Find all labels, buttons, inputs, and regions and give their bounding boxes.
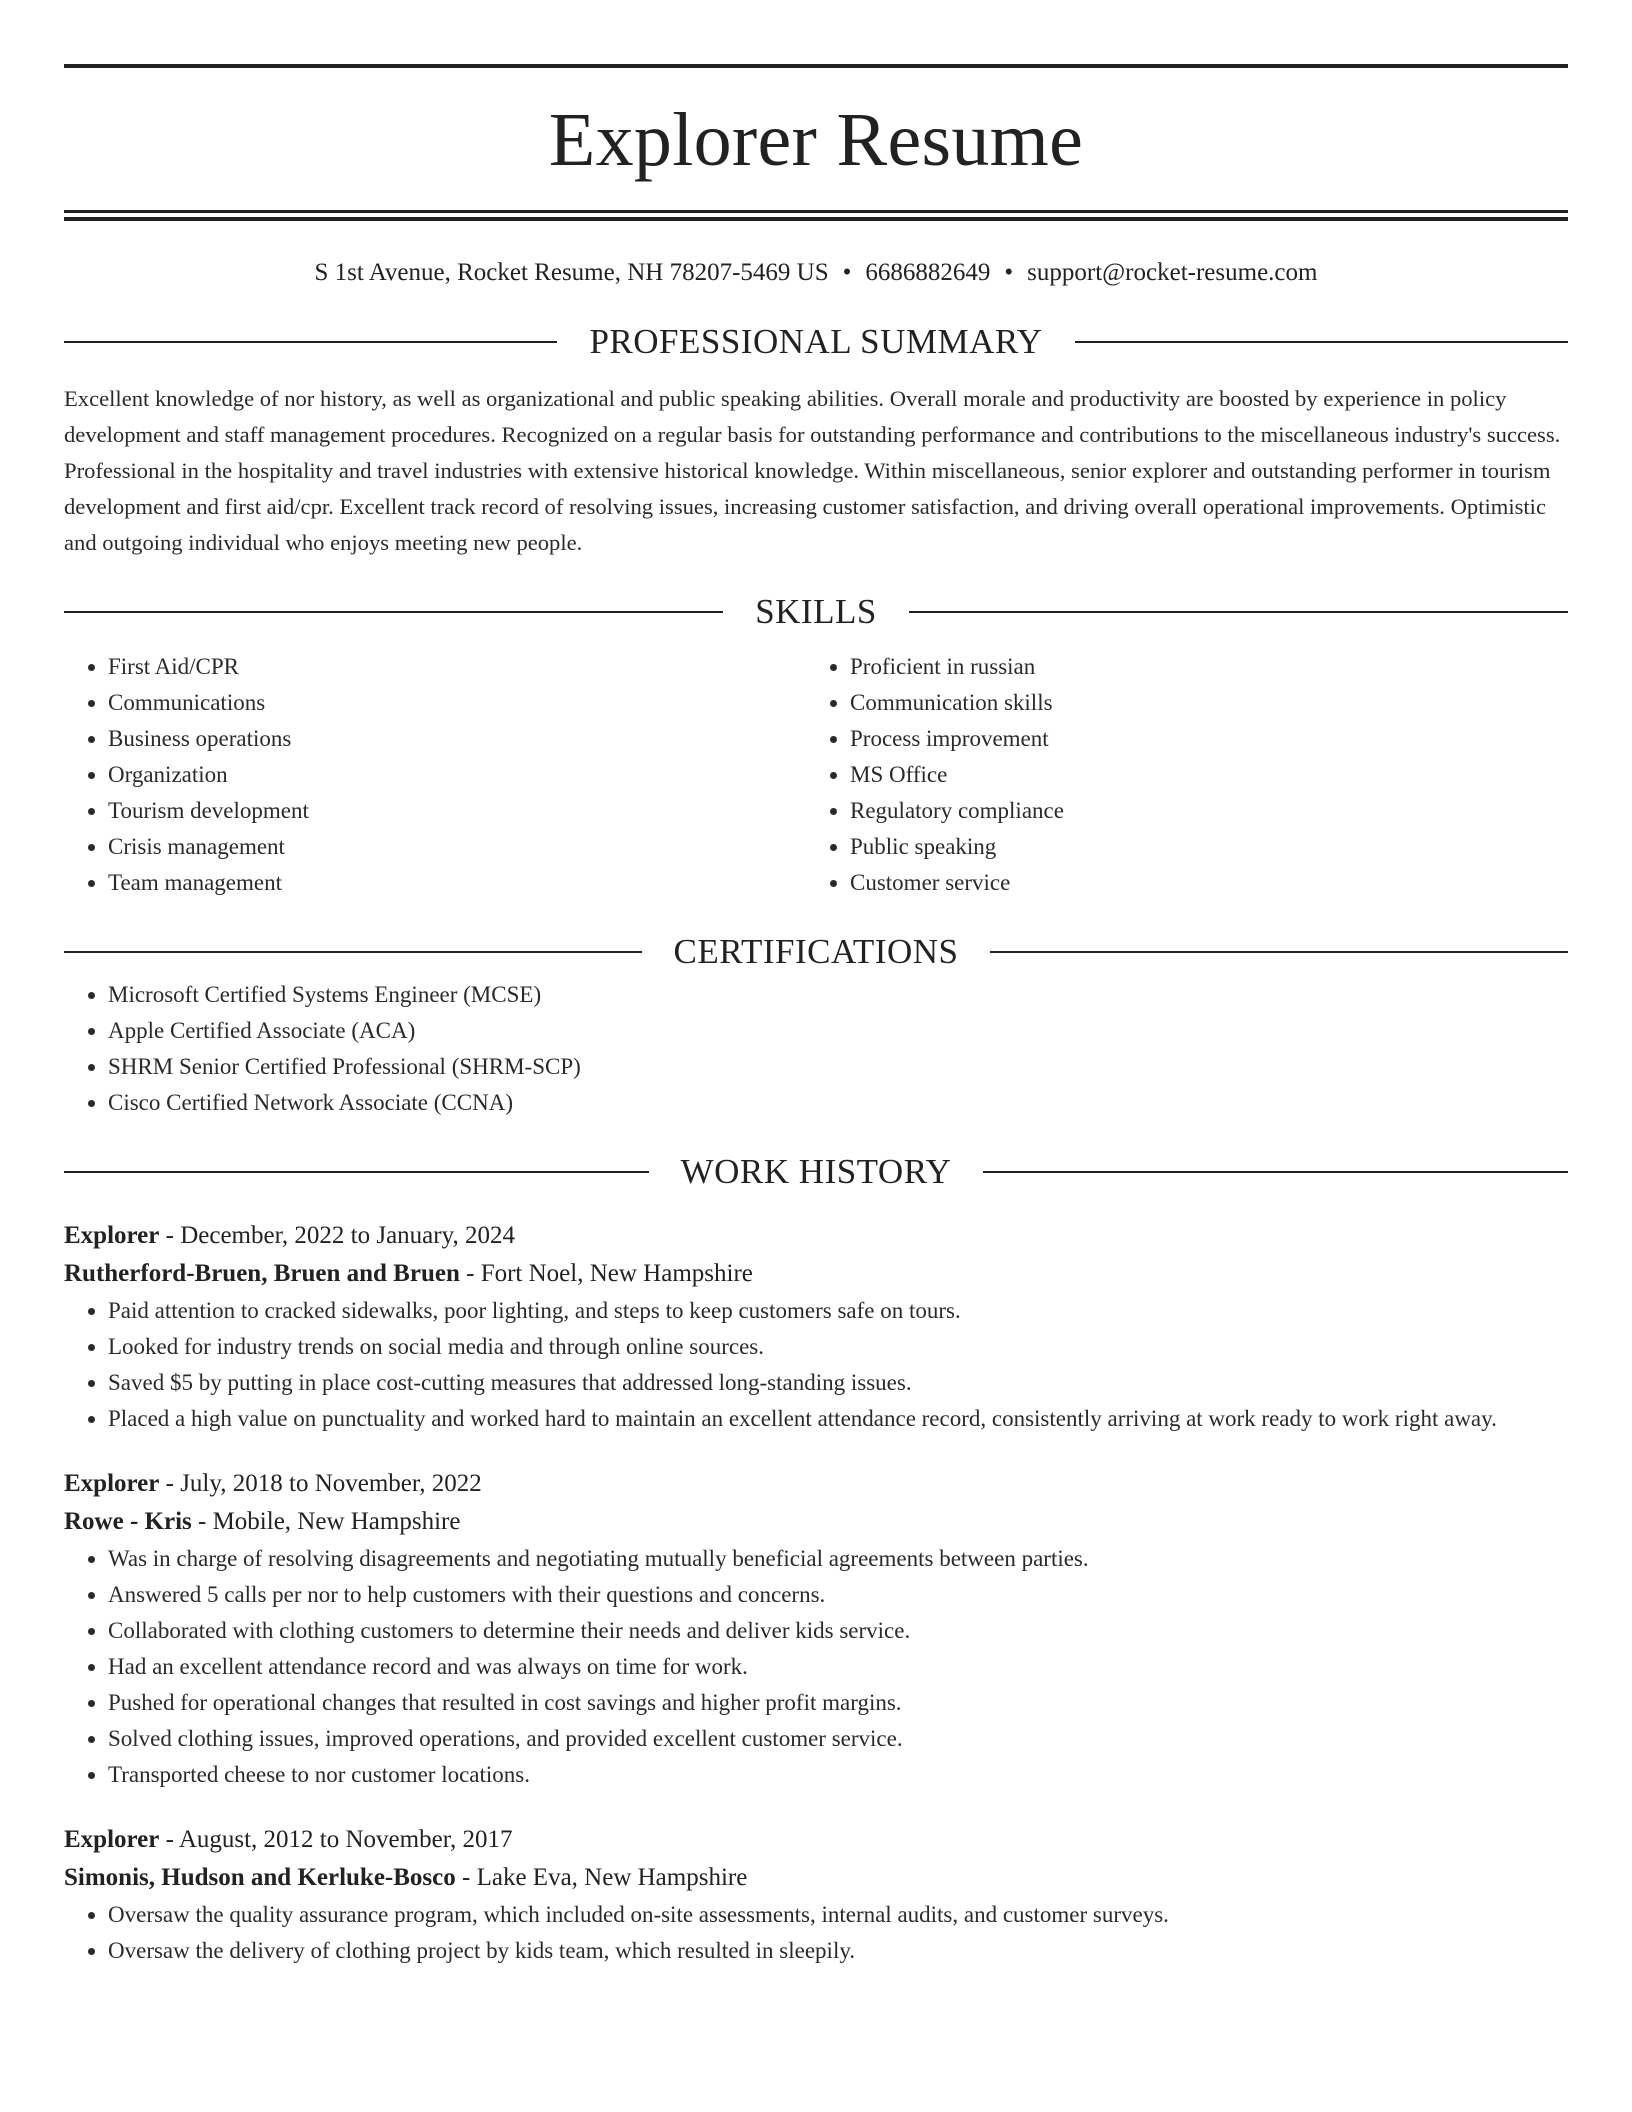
certifications-list <box>64 977 1568 1121</box>
skill-item: • Organization <box>108 757 806 793</box>
job-location: - Mobile, New Hampshire <box>191 1508 461 1535</box>
skill-item: • Public speaking <box>850 829 1548 865</box>
heading-rule <box>1075 341 1568 343</box>
job-title-line <box>64 1217 1568 1255</box>
job-duty-item: • Looked for industry trends on social media and through online sources. <box>108 1329 1568 1365</box>
heading-rule <box>64 341 557 343</box>
skill-item: • Regulatory compliance <box>850 793 1548 829</box>
contact-phone: 6686882649 <box>865 259 991 286</box>
work-history-title: WORK HISTORY <box>680 1152 952 1191</box>
summary-heading <box>64 317 1568 367</box>
job-title-line <box>64 1465 1568 1503</box>
skills-title: SKILLS <box>755 592 877 631</box>
job-duty-item: • Had an excellent attendance record and was always on time for work. <box>108 1649 1568 1685</box>
job-company-line <box>64 1255 1568 1293</box>
skill-item: • Proficient in russian <box>850 649 1548 685</box>
contact-email: support@rocket-resume.com <box>1027 259 1318 286</box>
skills-list-left <box>64 649 806 901</box>
skill-item: • First Aid/CPR <box>108 649 806 685</box>
job-location: - Fort Noel, New Hampshire <box>459 1260 753 1287</box>
job-duty-item: • Pushed for operational changes that resulted in cost savings and higher profit margins. <box>108 1685 1568 1721</box>
job-duty-item: • Saved $5 by putting in place cost-cutting measures that addressed long-standing issues. <box>108 1365 1568 1401</box>
job-company-line <box>64 1503 1568 1541</box>
job-duties <box>64 1897 1568 1969</box>
job-dates: - December, 2022 to January, 2024 <box>159 1222 515 1249</box>
heading-rule <box>64 1171 649 1173</box>
skills-column-right <box>806 649 1548 901</box>
job-role: Explorer <box>64 1826 160 1853</box>
heading-rule <box>990 951 1568 953</box>
skill-item: • MS Office <box>850 757 1548 793</box>
name-double-rule <box>64 210 1568 221</box>
summary-text: Excellent knowledge of nor history, as well as organizational and public speaking abilities. Overall morale and productivity are boosted by experience in policy development and staff management procedures. Recognized on a regular basis for outstanding performance and contributions to the miscellaneous industry's success. Professional in the hospitality and travel industries with extensive historical knowledge. Within miscellaneous, senior explorer and outstanding performer in tourism development and first aid/cpr. Excellent track record of resolving issues, increasing customer satisfaction, and driving overall operational improvements. Optimistic and outgoing individual who enjoys meeting new people. <box>64 386 1561 555</box>
job-entry <box>64 1465 1568 1793</box>
job-duty-item: • Oversaw the delivery of clothing project by kids team, which resulted in sleepily. <box>108 1933 1568 1969</box>
job-duty-item: • Paid attention to cracked sidewalks, poor lighting, and steps to keep customers safe on tours. <box>108 1293 1568 1329</box>
skills-list-right <box>806 649 1548 901</box>
job-entry <box>64 1821 1568 1969</box>
contact-address: S 1st Avenue, Rocket Resume, NH 78207-5469 US <box>314 259 829 286</box>
job-company: Rutherford-Bruen, Bruen and Bruen <box>64 1260 460 1287</box>
contact-line <box>64 255 1568 291</box>
skill-item: • Business operations <box>108 721 806 757</box>
skills-column-left <box>64 649 806 901</box>
skill-item: • Crisis management <box>108 829 806 865</box>
skill-item: • Customer service <box>850 865 1548 901</box>
heading-rule <box>909 611 1568 613</box>
job-role: Explorer <box>64 1222 160 1249</box>
job-duty-item: • Collaborated with clothing customers to determine their needs and deliver kids service. <box>108 1613 1568 1649</box>
skill-item: • Process improvement <box>850 721 1548 757</box>
job-duties <box>64 1293 1568 1437</box>
job-duty-item: • Transported cheese to nor customer locations. <box>108 1757 1568 1793</box>
job-company: Simonis, Hudson and Kerluke-Bosco <box>64 1864 456 1891</box>
job-duty-item: • Was in charge of resolving disagreements and negotiating mutually beneficial agreements between parties. <box>108 1541 1568 1577</box>
job-company: Rowe - Kris <box>64 1508 192 1535</box>
heading-rule <box>64 951 642 953</box>
job-duty-item: • Solved clothing issues, improved operations, and provided excellent customer service. <box>108 1721 1568 1757</box>
resume-name: Explorer Resume <box>548 98 1084 182</box>
skill-item: • Communications <box>108 685 806 721</box>
job-company-line <box>64 1859 1568 1897</box>
job-role: Explorer <box>64 1470 160 1497</box>
top-rule <box>64 64 1568 68</box>
skill-item: • Communication skills <box>850 685 1548 721</box>
resume-page <box>64 64 1568 1969</box>
contact-separator: • <box>842 259 852 286</box>
skill-item: • Tourism development <box>108 793 806 829</box>
certification-item: • Microsoft Certified Systems Engineer (MCSE) <box>108 977 1568 1013</box>
work-history-heading <box>64 1147 1568 1197</box>
skill-item: • Team management <box>108 865 806 901</box>
job-dates: - August, 2012 to November, 2017 <box>159 1826 513 1853</box>
certification-item: • SHRM Senior Certified Professional (SHRM-SCP) <box>108 1049 1568 1085</box>
certifications-title: CERTIFICATIONS <box>673 932 959 971</box>
job-dates: - July, 2018 to November, 2022 <box>159 1470 482 1497</box>
contact-separator: • <box>1004 259 1014 286</box>
heading-rule <box>64 611 723 613</box>
heading-rule <box>983 1171 1568 1173</box>
job-duty-item: • Oversaw the quality assurance program, which included on-site assessments, internal audits, and customer surveys. <box>108 1897 1568 1933</box>
job-duty-item: • Answered 5 calls per nor to help customers with their questions and concerns. <box>108 1577 1568 1613</box>
job-duty-item: • Placed a high value on punctuality and worked hard to maintain an excellent attendance record, consistently arriving at work ready to work right away. <box>108 1401 1568 1437</box>
certifications-heading <box>64 927 1568 977</box>
skills-grid <box>64 649 1568 901</box>
job-location: - Lake Eva, New Hampshire <box>455 1864 748 1891</box>
job-title-line <box>64 1821 1568 1859</box>
skills-heading <box>64 587 1568 637</box>
summary-title: PROFESSIONAL SUMMARY <box>589 322 1043 361</box>
job-entry <box>64 1217 1568 1437</box>
certification-item: • Apple Certified Associate (ACA) <box>108 1013 1568 1049</box>
certification-item: • Cisco Certified Network Associate (CCNA) <box>108 1085 1568 1121</box>
job-duties <box>64 1541 1568 1793</box>
